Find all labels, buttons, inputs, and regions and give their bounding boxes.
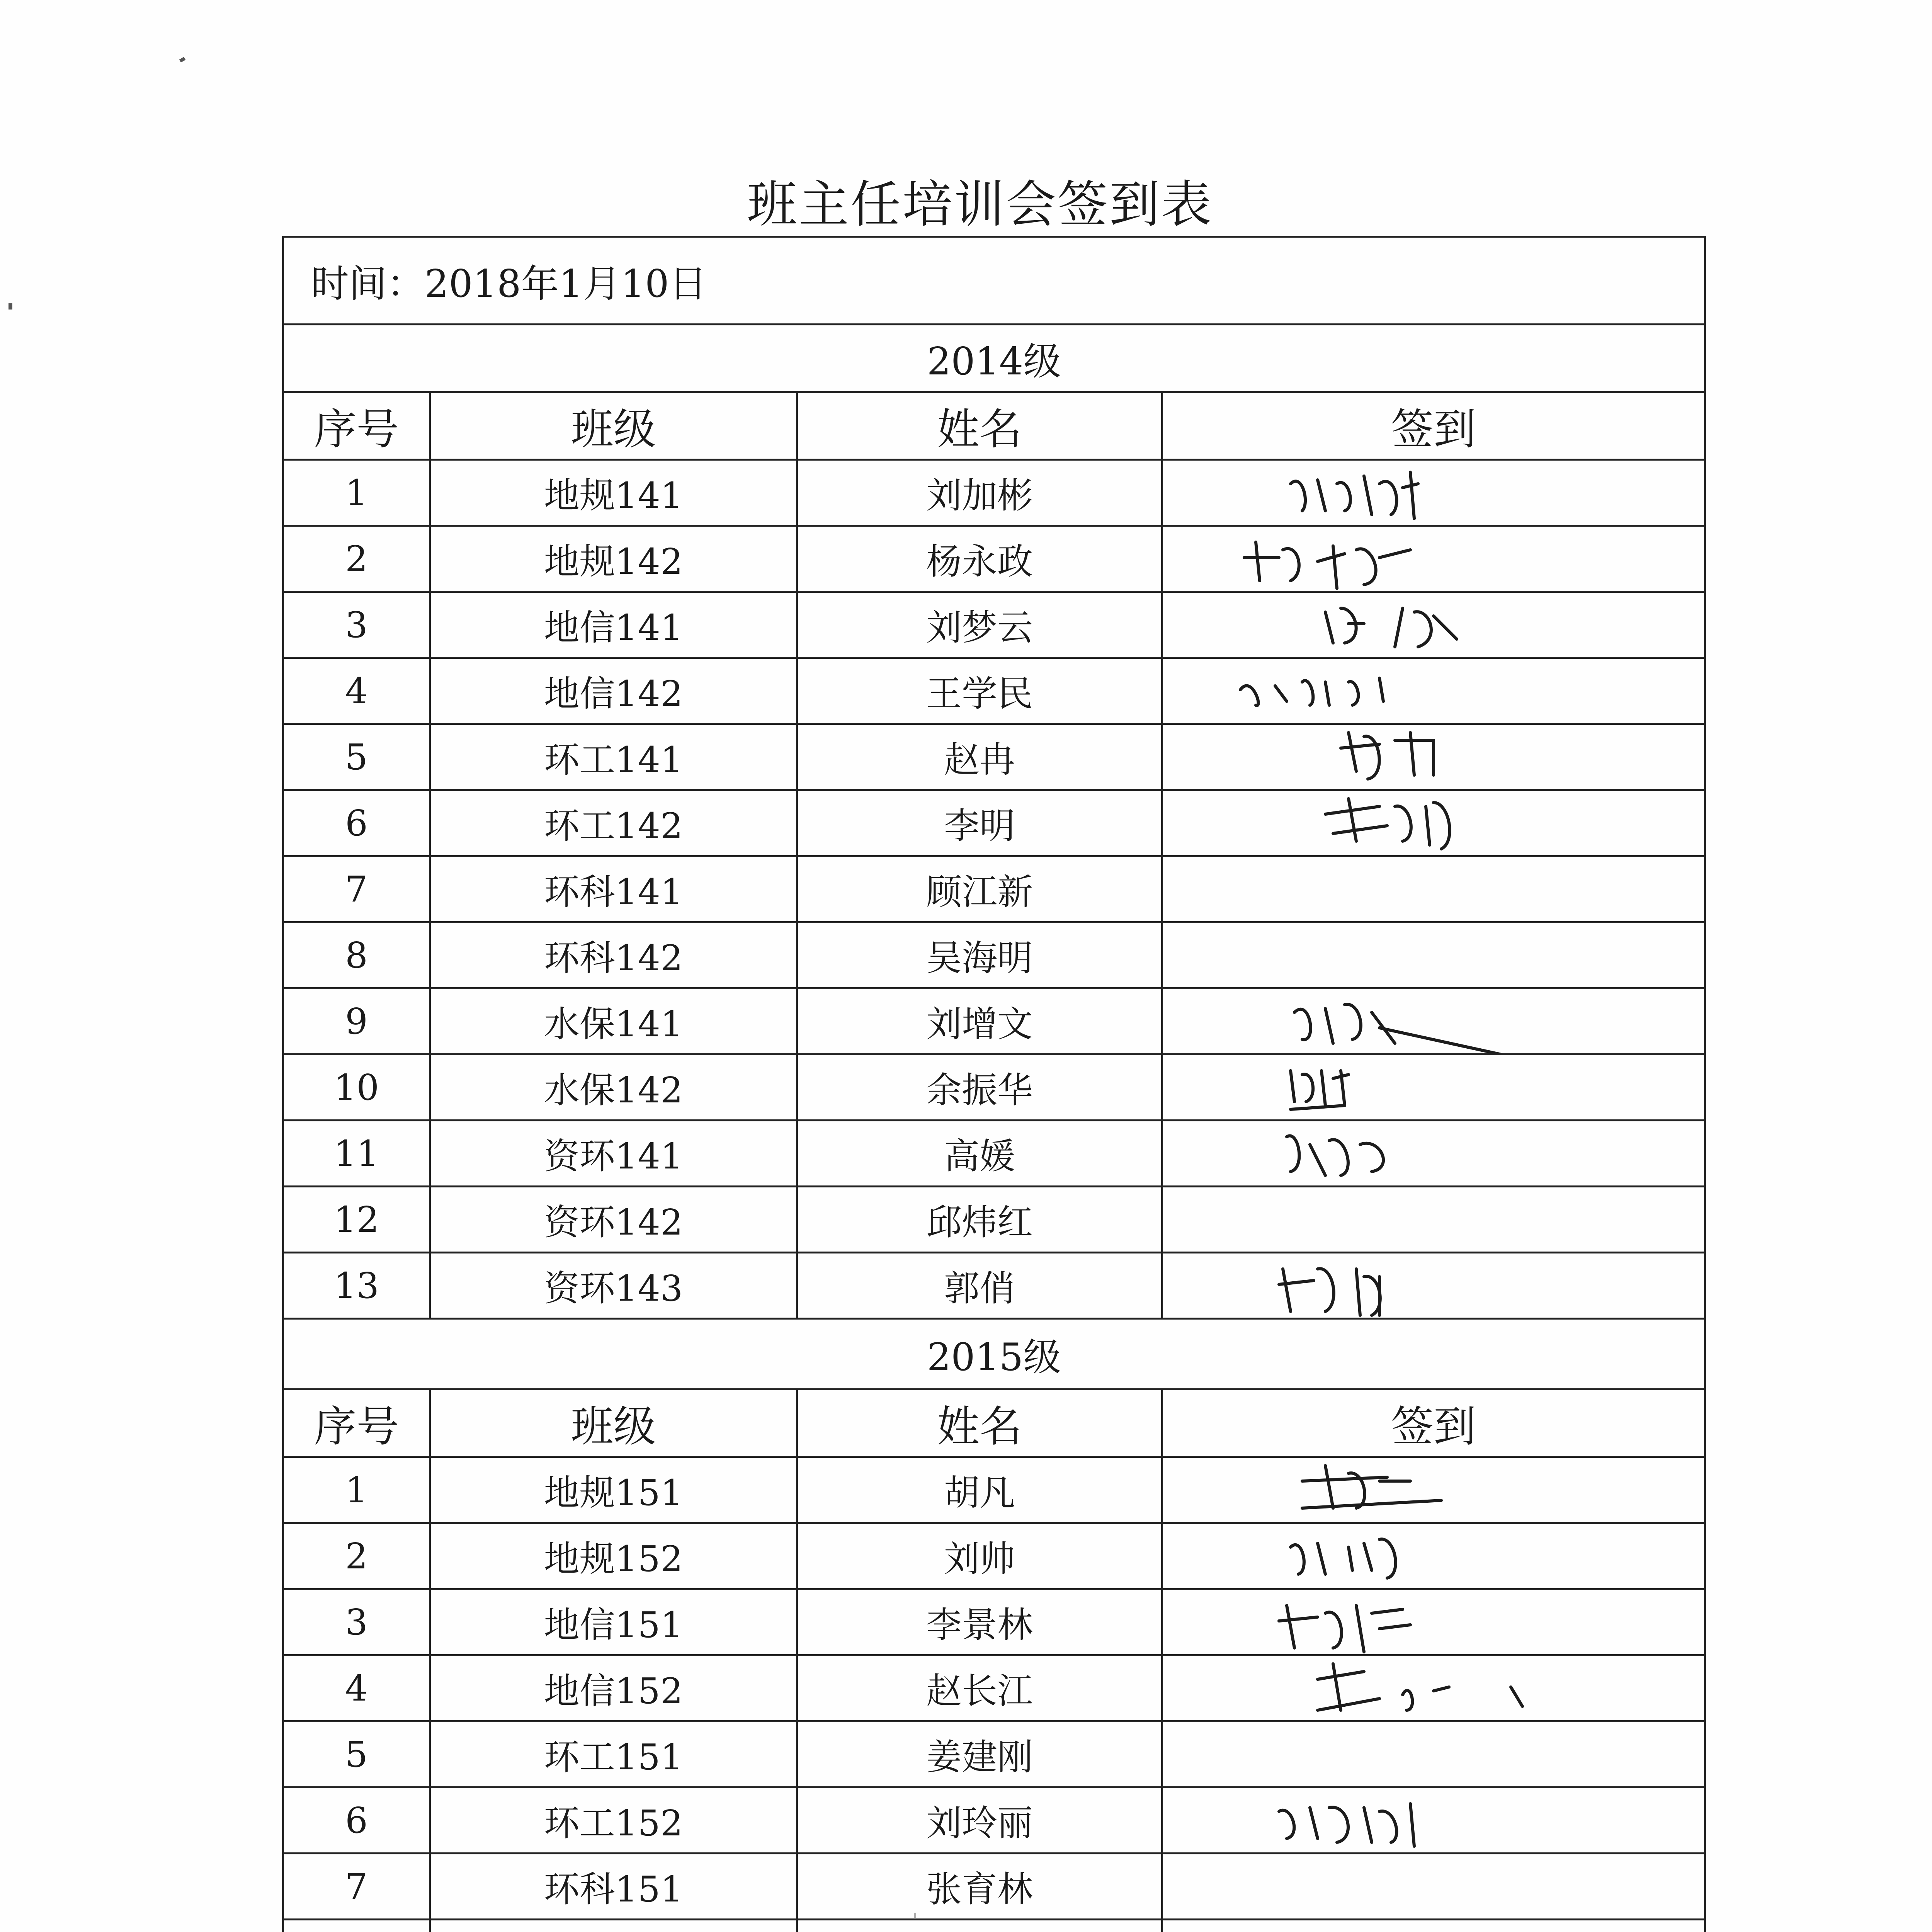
teacher-name <box>797 1920 1162 1932</box>
signature-stroke <box>1318 1664 1522 1710</box>
handwritten-signature <box>1163 1253 1704 1318</box>
table-row <box>283 658 1705 724</box>
row-number: 2 <box>283 1523 430 1589</box>
sign-cell <box>1162 526 1705 592</box>
row-number: 6 <box>283 1787 430 1854</box>
row-number: 11 <box>283 1121 430 1187</box>
sign-cell <box>1162 1457 1705 1523</box>
sign-in-table <box>282 236 1706 1932</box>
grade-row <box>283 1319 1705 1389</box>
table-row <box>283 724 1705 790</box>
signature-stroke <box>1341 733 1434 779</box>
class-name: 地规141 <box>430 460 797 526</box>
sign-cell <box>1162 1655 1705 1721</box>
teacher-name: 刘帅 <box>797 1523 1162 1589</box>
column-header-row <box>283 392 1705 460</box>
row-number: 2 <box>283 526 430 592</box>
handwritten-signature <box>1163 989 1704 1053</box>
teacher-name: 姜建刚 <box>797 1721 1162 1787</box>
class-name: 地信142 <box>430 658 797 724</box>
handwritten-signature <box>1163 791 1704 855</box>
handwritten-signature <box>1163 1656 1704 1720</box>
table-row <box>283 526 1705 592</box>
sign-cell <box>1162 460 1705 526</box>
class-name: 地规152 <box>430 1523 797 1589</box>
sign-cell <box>1162 1787 1705 1854</box>
teacher-name: 邱炜红 <box>797 1187 1162 1253</box>
row-number: 9 <box>283 988 430 1054</box>
class-name: 环工141 <box>430 724 797 790</box>
handwritten-signature <box>1163 1788 1704 1852</box>
table-row <box>283 1787 1705 1854</box>
table-row <box>283 988 1705 1054</box>
sign-cell <box>1162 922 1705 988</box>
teacher-name: 李明 <box>797 790 1162 856</box>
handwritten-signature <box>1163 593 1704 657</box>
date-label: 时间： <box>311 262 425 306</box>
handwritten-signature <box>1163 461 1704 525</box>
row-number: 3 <box>283 1589 430 1655</box>
document-title: 班主任培训会签到表 <box>747 175 1213 234</box>
scan-speck <box>179 57 186 63</box>
row-number: 7 <box>283 856 430 922</box>
class-name: 地规151 <box>430 1457 797 1523</box>
sign-cell <box>1162 1589 1705 1655</box>
date-row <box>283 237 1705 325</box>
table-row <box>283 460 1705 526</box>
sign-cell <box>1162 1054 1705 1121</box>
teacher-name: 吴海明 <box>797 922 1162 988</box>
class-name: 水保142 <box>430 1054 797 1121</box>
no-header: 序号 <box>283 1389 430 1457</box>
table-row <box>283 856 1705 922</box>
class-name: 环科141 <box>430 856 797 922</box>
table-row <box>283 1457 1705 1523</box>
row-number: 5 <box>283 724 430 790</box>
signature-stroke <box>1302 1466 1441 1508</box>
class-name: 地信152 <box>430 1655 797 1721</box>
table-row <box>283 1721 1705 1787</box>
signature-stroke <box>1325 608 1457 647</box>
class-header: 班级 <box>430 1389 797 1457</box>
class-name: 环工152 <box>430 1787 797 1854</box>
teacher-name: 王学民 <box>797 658 1162 724</box>
row-number <box>283 1920 430 1932</box>
table-row <box>283 1589 1705 1655</box>
table-row <box>283 790 1705 856</box>
row-number: 7 <box>283 1854 430 1920</box>
sign-cell <box>1162 1253 1705 1319</box>
signature-stroke <box>1279 1605 1410 1652</box>
class-header: 班级 <box>430 392 797 460</box>
class-name: 资环141 <box>430 1121 797 1187</box>
scan-speck <box>914 1913 916 1918</box>
handwritten-signature <box>1163 1590 1704 1654</box>
sign-cell <box>1162 1121 1705 1187</box>
table-row <box>283 1655 1705 1721</box>
teacher-name: 高媛 <box>797 1121 1162 1187</box>
table-row <box>283 1121 1705 1187</box>
name-header: 姓名 <box>797 392 1162 460</box>
teacher-name: 张育林 <box>797 1854 1162 1920</box>
name-header: 姓名 <box>797 1389 1162 1457</box>
sign-cell <box>1162 1187 1705 1253</box>
signature-stroke <box>1287 1136 1383 1175</box>
handwritten-signature <box>1163 1920 1704 1932</box>
table-row <box>283 1920 1705 1932</box>
signature-stroke <box>1279 1804 1414 1846</box>
table-row <box>283 1187 1705 1253</box>
row-number: 1 <box>283 460 430 526</box>
sign-cell <box>1162 724 1705 790</box>
row-number: 3 <box>283 592 430 658</box>
signature-stroke <box>1294 1004 1503 1054</box>
signature-stroke <box>1291 1539 1396 1578</box>
table-row <box>283 1854 1705 1920</box>
sign-cell <box>1162 658 1705 724</box>
class-name: 环工151 <box>430 1721 797 1787</box>
row-number: 6 <box>283 790 430 856</box>
class-name: 资环142 <box>430 1187 797 1253</box>
teacher-name: 赵长江 <box>797 1655 1162 1721</box>
signature-stroke <box>1325 799 1450 849</box>
row-number: 4 <box>283 658 430 724</box>
table-row <box>283 592 1705 658</box>
sign-cell <box>1162 856 1705 922</box>
signature-stroke <box>1291 1071 1349 1109</box>
teacher-name: 赵冉 <box>797 724 1162 790</box>
class-name: 环科142 <box>430 922 797 988</box>
meeting-date: 2018年1月10日 <box>425 262 707 306</box>
teacher-name: 刘梦云 <box>797 592 1162 658</box>
teacher-name: 郭俏 <box>797 1253 1162 1319</box>
class-name: 地信141 <box>430 592 797 658</box>
handwritten-signature <box>1163 1458 1704 1522</box>
signature-stroke <box>1244 542 1410 588</box>
sign-cell <box>1162 1920 1705 1932</box>
scan-speck <box>9 303 12 310</box>
signature-stroke <box>1279 1269 1380 1315</box>
table-row <box>283 1054 1705 1121</box>
table-row <box>283 1253 1705 1319</box>
teacher-name: 余振华 <box>797 1054 1162 1121</box>
handwritten-signature <box>1163 1121 1704 1185</box>
table-row <box>283 922 1705 988</box>
sign-cell <box>1162 592 1705 658</box>
handwritten-signature <box>1163 1524 1704 1588</box>
row-number: 5 <box>283 1721 430 1787</box>
signature-stroke <box>1291 472 1418 519</box>
teacher-name: 李景林 <box>797 1589 1162 1655</box>
sign-cell <box>1162 988 1705 1054</box>
row-number: 13 <box>283 1253 430 1319</box>
grade-row <box>283 325 1705 392</box>
class-name: 地信151 <box>430 1589 797 1655</box>
handwritten-signature <box>1163 725 1704 789</box>
date-cell <box>283 237 1705 325</box>
table-row <box>283 1523 1705 1589</box>
class-name: 资环143 <box>430 1253 797 1319</box>
row-number: 1 <box>283 1457 430 1523</box>
column-header-row <box>283 1389 1705 1457</box>
teacher-name: 刘增文 <box>797 988 1162 1054</box>
sign-cell <box>1162 1523 1705 1589</box>
handwritten-signature <box>1163 527 1704 591</box>
teacher-name: 顾江新 <box>797 856 1162 922</box>
class-name: 环科151 <box>430 1854 797 1920</box>
teacher-name: 刘玲丽 <box>797 1787 1162 1854</box>
row-number: 8 <box>283 922 430 988</box>
teacher-name: 胡凡 <box>797 1457 1162 1523</box>
sign-header: 签到 <box>1162 392 1705 460</box>
sign-header: 签到 <box>1162 1389 1705 1457</box>
teacher-name: 杨永政 <box>797 526 1162 592</box>
row-number: 10 <box>283 1054 430 1121</box>
row-number: 12 <box>283 1187 430 1253</box>
handwritten-signature <box>1163 659 1704 723</box>
grade-heading: 2015级 <box>283 1319 1705 1389</box>
no-header: 序号 <box>283 392 430 460</box>
class-name: 水保141 <box>430 988 797 1054</box>
grade-heading: 2014级 <box>283 325 1705 392</box>
row-number: 4 <box>283 1655 430 1721</box>
sign-cell <box>1162 1854 1705 1920</box>
teacher-name: 刘加彬 <box>797 460 1162 526</box>
class-name <box>430 1920 797 1932</box>
sign-cell <box>1162 1721 1705 1787</box>
handwritten-signature <box>1163 1055 1704 1119</box>
sign-cell <box>1162 790 1705 856</box>
class-name: 地规142 <box>430 526 797 592</box>
class-name: 环工142 <box>430 790 797 856</box>
signature-stroke <box>1240 678 1383 706</box>
